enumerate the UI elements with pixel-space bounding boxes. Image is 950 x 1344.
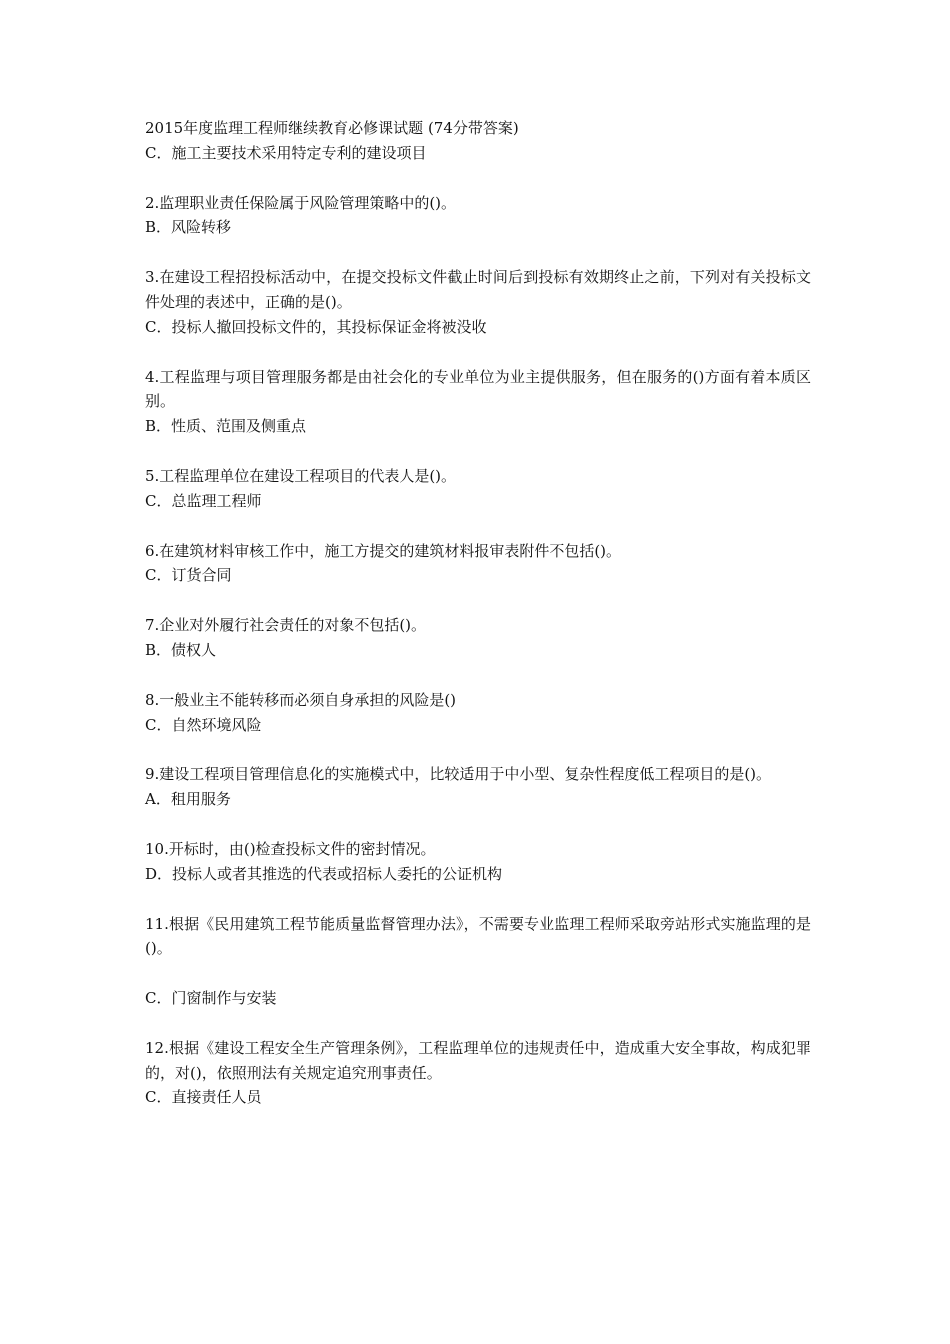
question-2: 2.监理职业责任保险属于风险管理策略中的()。 (145, 193, 457, 212)
question-3: 3.在建设工程招投标活动中，在提交投标文件截止时间后到投标有效期终止之前，下列对有关投标文件处理的表述中，正确的是()。 (145, 268, 811, 311)
question-9: 9.建设工程项目管理信息化的实施模式中，比较适用于中小型、复杂性程度低工程项目的是()。 (145, 765, 772, 784)
question-block-4 (145, 365, 811, 439)
answer-5: C．总监理工程师 (145, 491, 262, 510)
question-block-9 (145, 762, 811, 812)
answer-4: B．性质、范围及侧重点 (145, 417, 307, 436)
answer-7: B．债权人 (145, 640, 217, 659)
question-block-2 (145, 191, 811, 241)
question-12: 12.根据《建设工程安全生产管理条例》，工程监理单位的违规责任中，造成重大安全事故，构成犯罪的，对()，依照刑法有关规定追究刑事责任。 (145, 1038, 811, 1082)
question-block-3 (145, 265, 811, 339)
question-block-11 (145, 912, 811, 1011)
document-body (145, 116, 811, 1135)
question-block-5 (145, 464, 811, 514)
answer-11: C．门窗制作与安装 (145, 988, 277, 1007)
question-block-12 (145, 1036, 811, 1110)
question-block-7 (145, 613, 811, 663)
answer-6: C．订货合同 (145, 566, 232, 585)
answer-3: C．投标人撤回投标文件的，其投标保证金将被没收 (145, 317, 487, 336)
question-block-8 (145, 688, 811, 738)
question-7: 7.企业对外履行社会责任的对象不包括()。 (145, 616, 427, 635)
intro-block (145, 116, 811, 166)
question-5: 5.工程监理单位在建设工程项目的代表人是()。 (145, 466, 457, 485)
question-block-6 (145, 539, 811, 589)
answer-8: C．自然环境风险 (145, 715, 262, 734)
question-10: 10.开标时，由()检查投标文件的密封情况。 (145, 839, 436, 858)
answer-10: D．投标人或者其推选的代表或招标人委托的公证机构 (145, 864, 503, 883)
answer-9: A．租用服务 (145, 790, 231, 809)
question-8: 8.一般业主不能转移而必须自身承担的风险是() (145, 690, 457, 709)
question-4: 4.工程监理与项目管理服务都是由社会化的专业单位为业主提供服务，但在服务的()方面有着本质区别。 (145, 367, 811, 411)
answer-1: C．施工主要技术采用特定专利的建设项目 (145, 143, 427, 162)
question-block-10 (145, 837, 811, 887)
document-title: 2015年度监理工程师继续教育必修课试题 (74分带答案) (145, 119, 519, 137)
answer-12: C．直接责任人员 (145, 1088, 262, 1107)
question-11: 11.根据《民用建筑工程节能质量监督管理办法》，不需要专业监理工程师采取旁站形式实施监理的是()。 (145, 914, 811, 958)
question-6: 6.在建筑材料审核工作中，施工方提交的建筑材料报审表附件不包括()。 (145, 541, 622, 560)
answer-2: B．风险转移 (145, 218, 232, 237)
blank-line (145, 961, 811, 986)
